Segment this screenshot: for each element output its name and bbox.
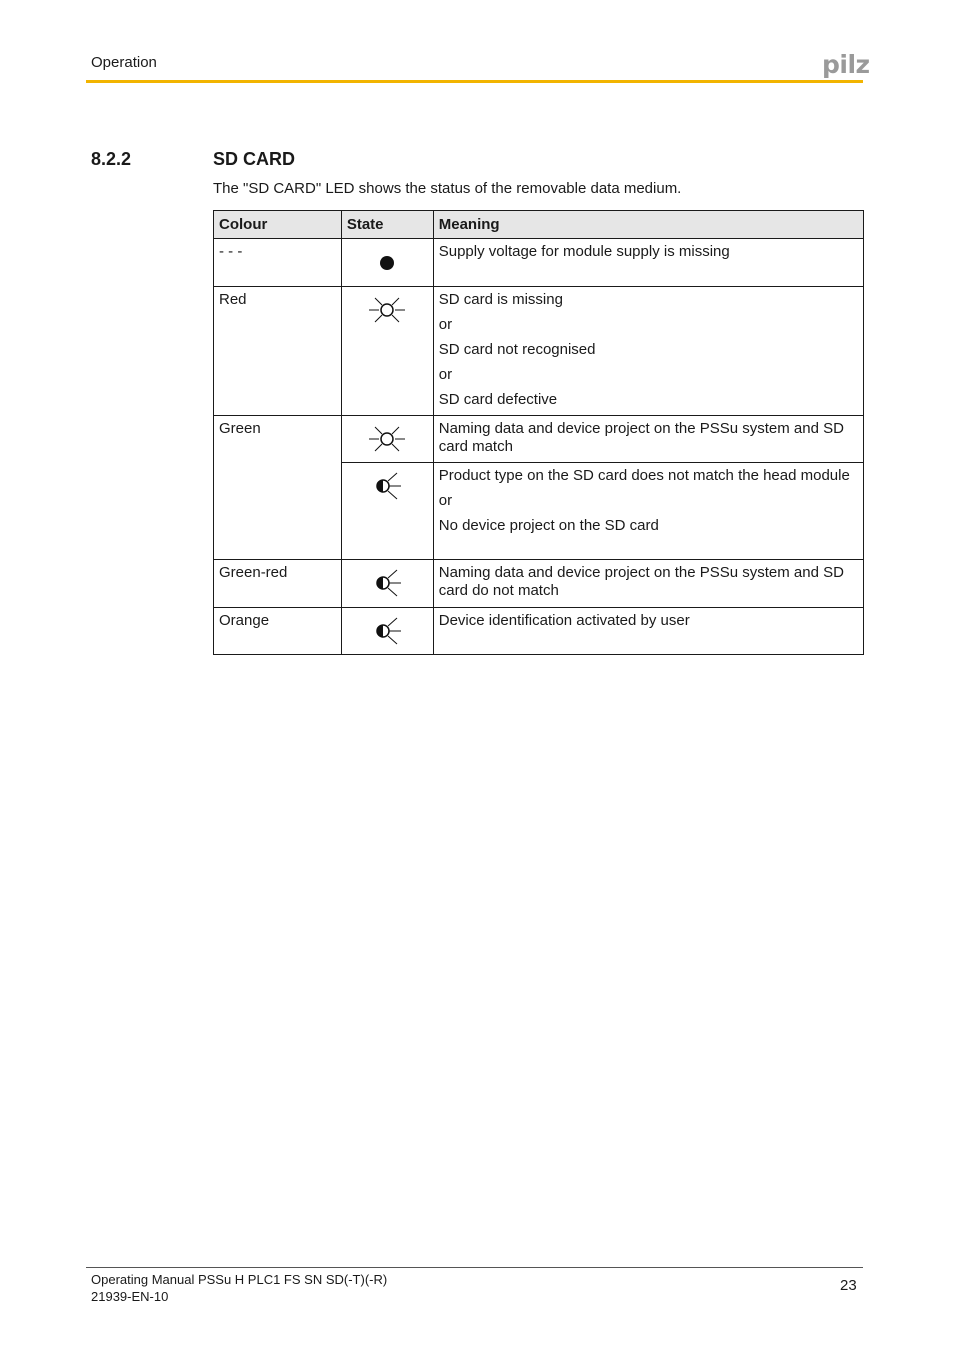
column-header-colour: Colour <box>214 211 342 239</box>
meaning-cell: Naming data and device project on the PSSu system and SD card match <box>433 416 863 463</box>
colour-cell: Red <box>214 287 342 416</box>
section-title: SD CARD <box>213 149 296 169</box>
state-cell <box>341 239 433 287</box>
column-header-meaning: Meaning <box>433 211 863 239</box>
led-flashing-icon <box>367 614 407 648</box>
table-row <box>214 560 864 608</box>
led-on-icon <box>367 293 407 327</box>
meaning-cell: SD card is missing or SD card not recognised or SD card defective <box>433 287 863 416</box>
meaning-cell: Naming data and device project on the PSSu system and SD card do not match <box>433 560 863 608</box>
table-row <box>214 287 864 416</box>
meaning-cell: Supply voltage for module supply is missing <box>433 239 863 287</box>
table-header-row <box>214 211 864 239</box>
header-section-title: Operation <box>91 54 157 71</box>
footer-doc-id: 21939-EN-10 <box>91 1289 169 1304</box>
page-number: 23 <box>840 1277 857 1294</box>
led-off-icon <box>367 247 407 281</box>
state-cell <box>341 560 433 608</box>
state-cell <box>341 463 433 560</box>
state-cell <box>341 608 433 655</box>
section-number: 8.2.2 <box>91 149 132 169</box>
footer-rule <box>86 1267 863 1268</box>
table-row <box>214 239 864 287</box>
table-row <box>214 416 864 463</box>
state-cell <box>341 287 433 416</box>
section-intro: The "SD CARD" LED shows the status of the removable data medium. <box>213 180 682 197</box>
footer-manual-title: Operating Manual PSSu H PLC1 FS SN SD(-T)(-R) <box>91 1272 388 1287</box>
column-header-state: State <box>341 211 433 239</box>
led-status-table <box>213 210 864 655</box>
colour-cell: Green <box>214 416 342 560</box>
state-cell <box>341 416 433 463</box>
header-rule <box>86 80 863 83</box>
pilz-logo: pilz <box>822 50 870 79</box>
meaning-cell: Device identification activated by user <box>433 608 863 655</box>
led-flashing-icon <box>367 469 407 503</box>
colour-cell: Orange <box>214 608 342 655</box>
table-row <box>214 608 864 655</box>
led-on-icon <box>367 422 407 456</box>
colour-cell: Green-red <box>214 560 342 608</box>
colour-cell: - - - <box>214 239 342 287</box>
led-flashing-icon <box>367 566 407 600</box>
meaning-cell: Product type on the SD card does not match the head module or No device project on the SD card <box>433 463 863 560</box>
